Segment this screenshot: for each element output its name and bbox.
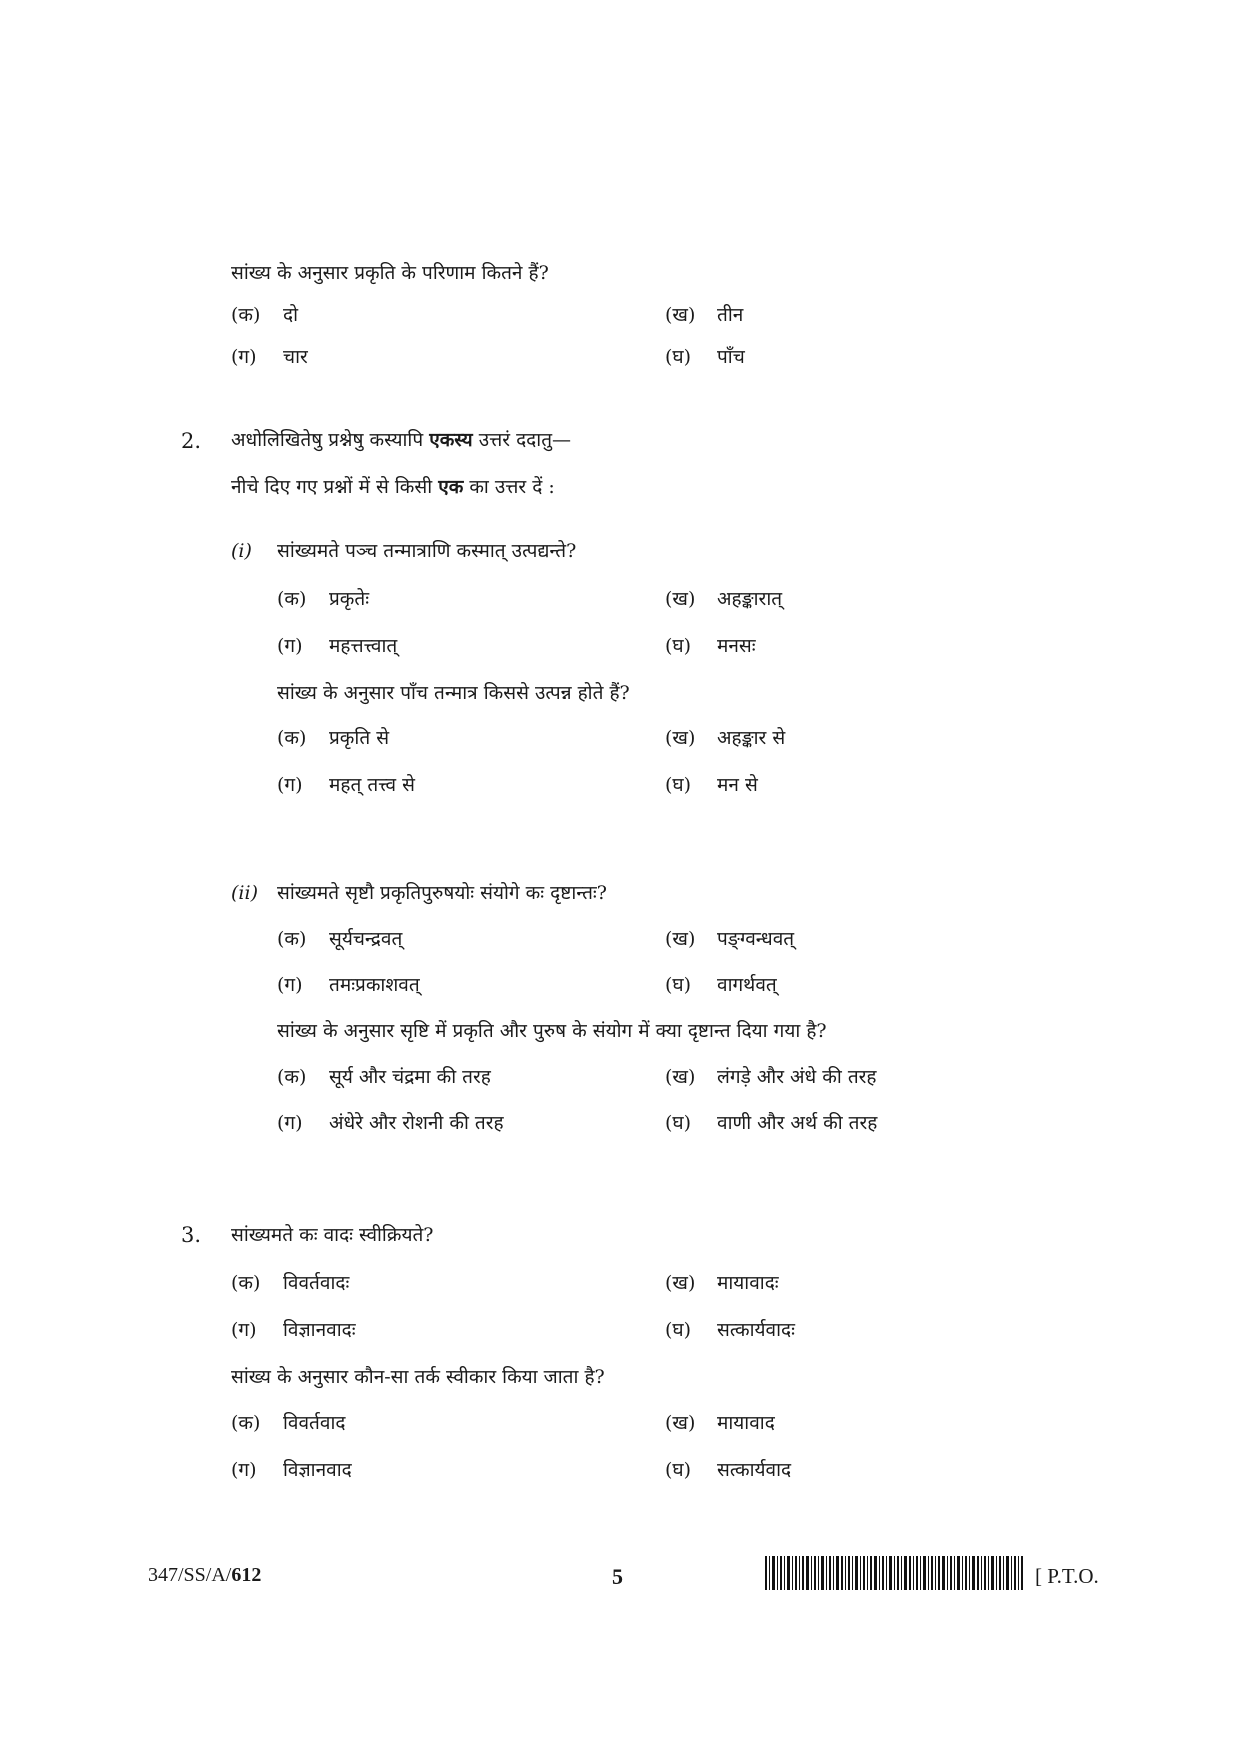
q2-sanskrit-instruction: अधोलिखितेषु प्रश्नेषु कस्यापि एकस्य उत्तरं ददातु— <box>231 429 572 451</box>
q3-sanskrit-option-gha: (घ) सत्कार्यवादः <box>665 1319 795 1341</box>
q3-sanskrit-question: सांख्यमते कः वादः स्वीक्रियते? <box>231 1224 434 1246</box>
q2i-sanskrit-option-kha: (ख) अहङ्कारात् <box>665 588 783 610</box>
q3-hindi-option-gha: (घ) सत्कार्यवाद <box>665 1459 792 1481</box>
q1-option-gha: (घ) पाँच <box>665 346 745 368</box>
q2ii-hindi-option-kha: (ख) लंगड़े और अंधे की तरह <box>665 1066 877 1088</box>
q3-hindi-option-ka: (क) विवर्तवाद <box>231 1412 346 1434</box>
q2ii-sanskrit-option-gha: (घ) वागर्थवत् <box>665 974 777 996</box>
q3-sanskrit-option-ga: (ग) विज्ञानवादः <box>231 1319 356 1341</box>
page-number: 5 <box>612 1564 623 1589</box>
q1-option-kha: (ख) तीन <box>665 304 744 326</box>
q2i-hindi-option-kha: (ख) अहङ्कार से <box>665 727 786 749</box>
q2-part-i-label: (i) <box>231 540 252 562</box>
q2ii-hindi-option-ka: (क) सूर्य और चंद्रमा की तरह <box>277 1066 491 1088</box>
q2i-hindi-option-gha: (घ) मन से <box>665 774 758 796</box>
q2i-sanskrit-option-gha: (घ) मनसः <box>665 635 756 657</box>
paper-code: 347/SS/A/612 <box>148 1564 262 1586</box>
q2i-hindi-option-ka: (क) प्रकृति से <box>277 727 390 749</box>
q3-number: 3. <box>181 1223 202 1247</box>
q2-number: 2. <box>181 429 202 453</box>
q2-part-ii-sanskrit: सांख्यमते सृष्टौ प्रकृतिपुरुषयोः संयोगे कः दृष्टान्तः? <box>277 882 607 904</box>
q1-option-ka: (क) दो <box>231 304 299 326</box>
q2i-hindi-option-ga: (ग) महत् तत्त्व से <box>277 774 415 796</box>
q2-part-ii-hindi: सांख्य के अनुसार सृष्टि में प्रकृति और पुरुष के संयोग में क्या दृष्टान्त दिया गया है? <box>277 1020 827 1042</box>
q2i-sanskrit-option-ka: (क) प्रकृतेः <box>277 588 370 610</box>
q3-sanskrit-option-ka: (क) विवर्तवादः <box>231 1272 350 1294</box>
q2-part-ii-label: (ii) <box>231 882 258 904</box>
q2ii-hindi-option-gha: (घ) वाणी और अर्थ की तरह <box>665 1112 878 1134</box>
q1-hindi-question: सांख्य के अनुसार प्रकृति के परिणाम कितने हैं? <box>231 262 549 284</box>
q1-option-ga: (ग) चार <box>231 346 308 368</box>
q3-hindi-option-kha: (ख) मायावाद <box>665 1412 775 1434</box>
q3-hindi-option-ga: (ग) विज्ञानवाद <box>231 1459 352 1481</box>
q2ii-sanskrit-option-kha: (ख) पङ्ग्वन्धवत् <box>665 928 795 950</box>
q3-hindi-question: सांख्य के अनुसार कौन-सा तर्क स्वीकार किया जाता है? <box>231 1366 605 1388</box>
q2ii-sanskrit-option-ka: (क) सूर्यचन्द्रवत् <box>277 928 403 950</box>
q2-part-i-sanskrit: सांख्यमते पञ्च तन्मात्राणि कस्मात् उत्पद्यन्ते? <box>277 540 577 562</box>
q2-hindi-instruction: नीचे दिए गए प्रश्नों में से किसी एक का उत्तर दें : <box>231 476 555 498</box>
q2ii-hindi-option-ga: (ग) अंधेरे और रोशनी की तरह <box>277 1112 504 1134</box>
q3-sanskrit-option-kha: (ख) मायावादः <box>665 1272 779 1294</box>
q2ii-sanskrit-option-ga: (ग) तमःप्रकाशवत् <box>277 974 420 996</box>
q2i-sanskrit-option-ga: (ग) महत्तत्त्वात् <box>277 635 398 657</box>
q2-part-i-hindi: सांख्य के अनुसार पाँच तन्मात्र किससे उत्पन्न होते हैं? <box>277 682 630 704</box>
barcode-icon <box>765 1556 1023 1590</box>
pto-label: [ P.T.O. <box>1035 1564 1099 1588</box>
